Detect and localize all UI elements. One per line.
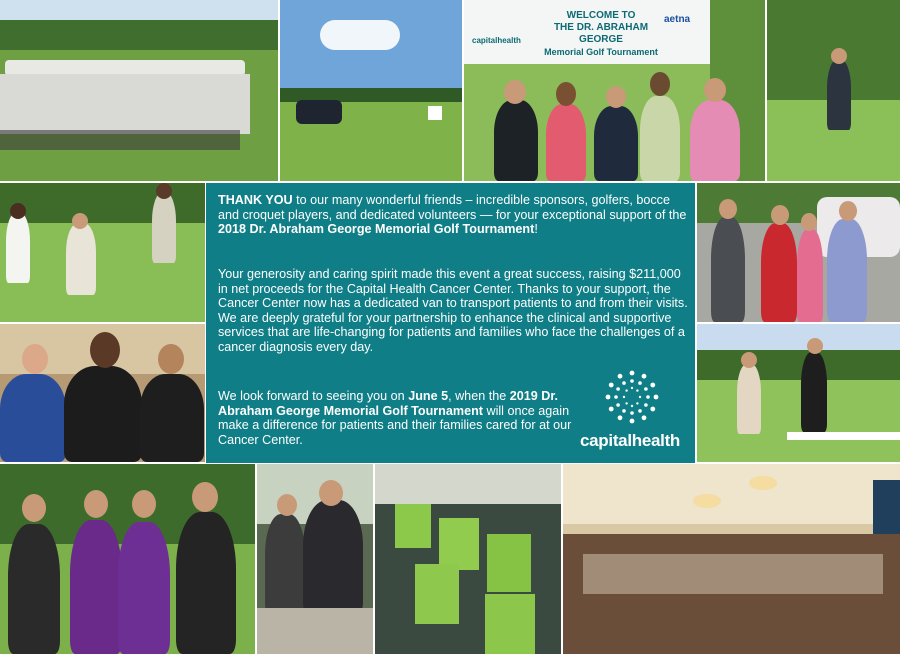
welcome-banner	[464, 0, 710, 64]
event-name-2018: 2018 Dr. Abraham George Memorial Golf Tournament	[218, 222, 535, 236]
look-forward-paragraph	[218, 389, 588, 447]
thank-you-card	[206, 183, 695, 463]
thank-you-paragraph	[218, 193, 688, 237]
thank-you-end: !	[534, 222, 538, 236]
banner-logo: capitalhealth	[472, 36, 521, 45]
capital-health-logo-icon	[604, 369, 660, 425]
photo-foursome-car	[697, 183, 900, 322]
look-forward-text-a: We look forward to seeing you on	[218, 389, 409, 403]
banner-line-3: Memorial Golf Tournament	[544, 47, 658, 57]
generosity-paragraph: Your generosity and caring spirit made this event a great success, raising $211,000 in net proceeds for the Capital Health Cancer Center. Thanks to your support, the Cancer Center now has a dedicated van to transport patients to and from their visits. We are deeply grateful for your partnership to enhance the clinical and supportive services that are life-changing for patients and families who face the challenges of a cancer diagnosis every day.	[218, 267, 688, 354]
thank-you-lead: THANK YOU	[218, 193, 293, 207]
look-forward-text-b: , when the	[448, 389, 510, 403]
look-forward-text-c: will once again make a difference for patients and their families cared for at our Cancer Center.	[218, 403, 572, 447]
thank-you-text: to our many wonderful friends – incredible sponsors, golfers, bocce and croquet players, and dedicated volunteers — for your exceptional support of the	[218, 193, 687, 222]
photo-bocce-players	[697, 324, 900, 462]
photo-golf-carts	[0, 0, 278, 181]
photo-auction-bags	[375, 464, 561, 654]
photo-banquet-hall	[563, 464, 900, 654]
banner-line-1: WELCOME TO	[566, 10, 636, 21]
photo-oyster-bar	[257, 464, 373, 654]
photo-car-on-course	[280, 0, 462, 181]
photo-golfer-swing	[767, 0, 900, 181]
next-event-date: June 5	[408, 389, 449, 403]
banner-sponsor-logo: aetna	[664, 14, 691, 25]
banner-title	[536, 10, 666, 58]
photo-welcome-banner	[464, 0, 765, 181]
banner-line-2: THE DR. ABRAHAM GEORGE	[553, 22, 649, 45]
photo-four-golfers	[0, 464, 255, 654]
photo-croquet	[0, 183, 205, 322]
capital-health-logo-text: capitalhealth	[580, 431, 681, 450]
photo-three-men-indoor	[0, 324, 205, 462]
event-name-2019: 2019 Dr. Abraham George Memorial Golf Tournament	[218, 389, 559, 418]
